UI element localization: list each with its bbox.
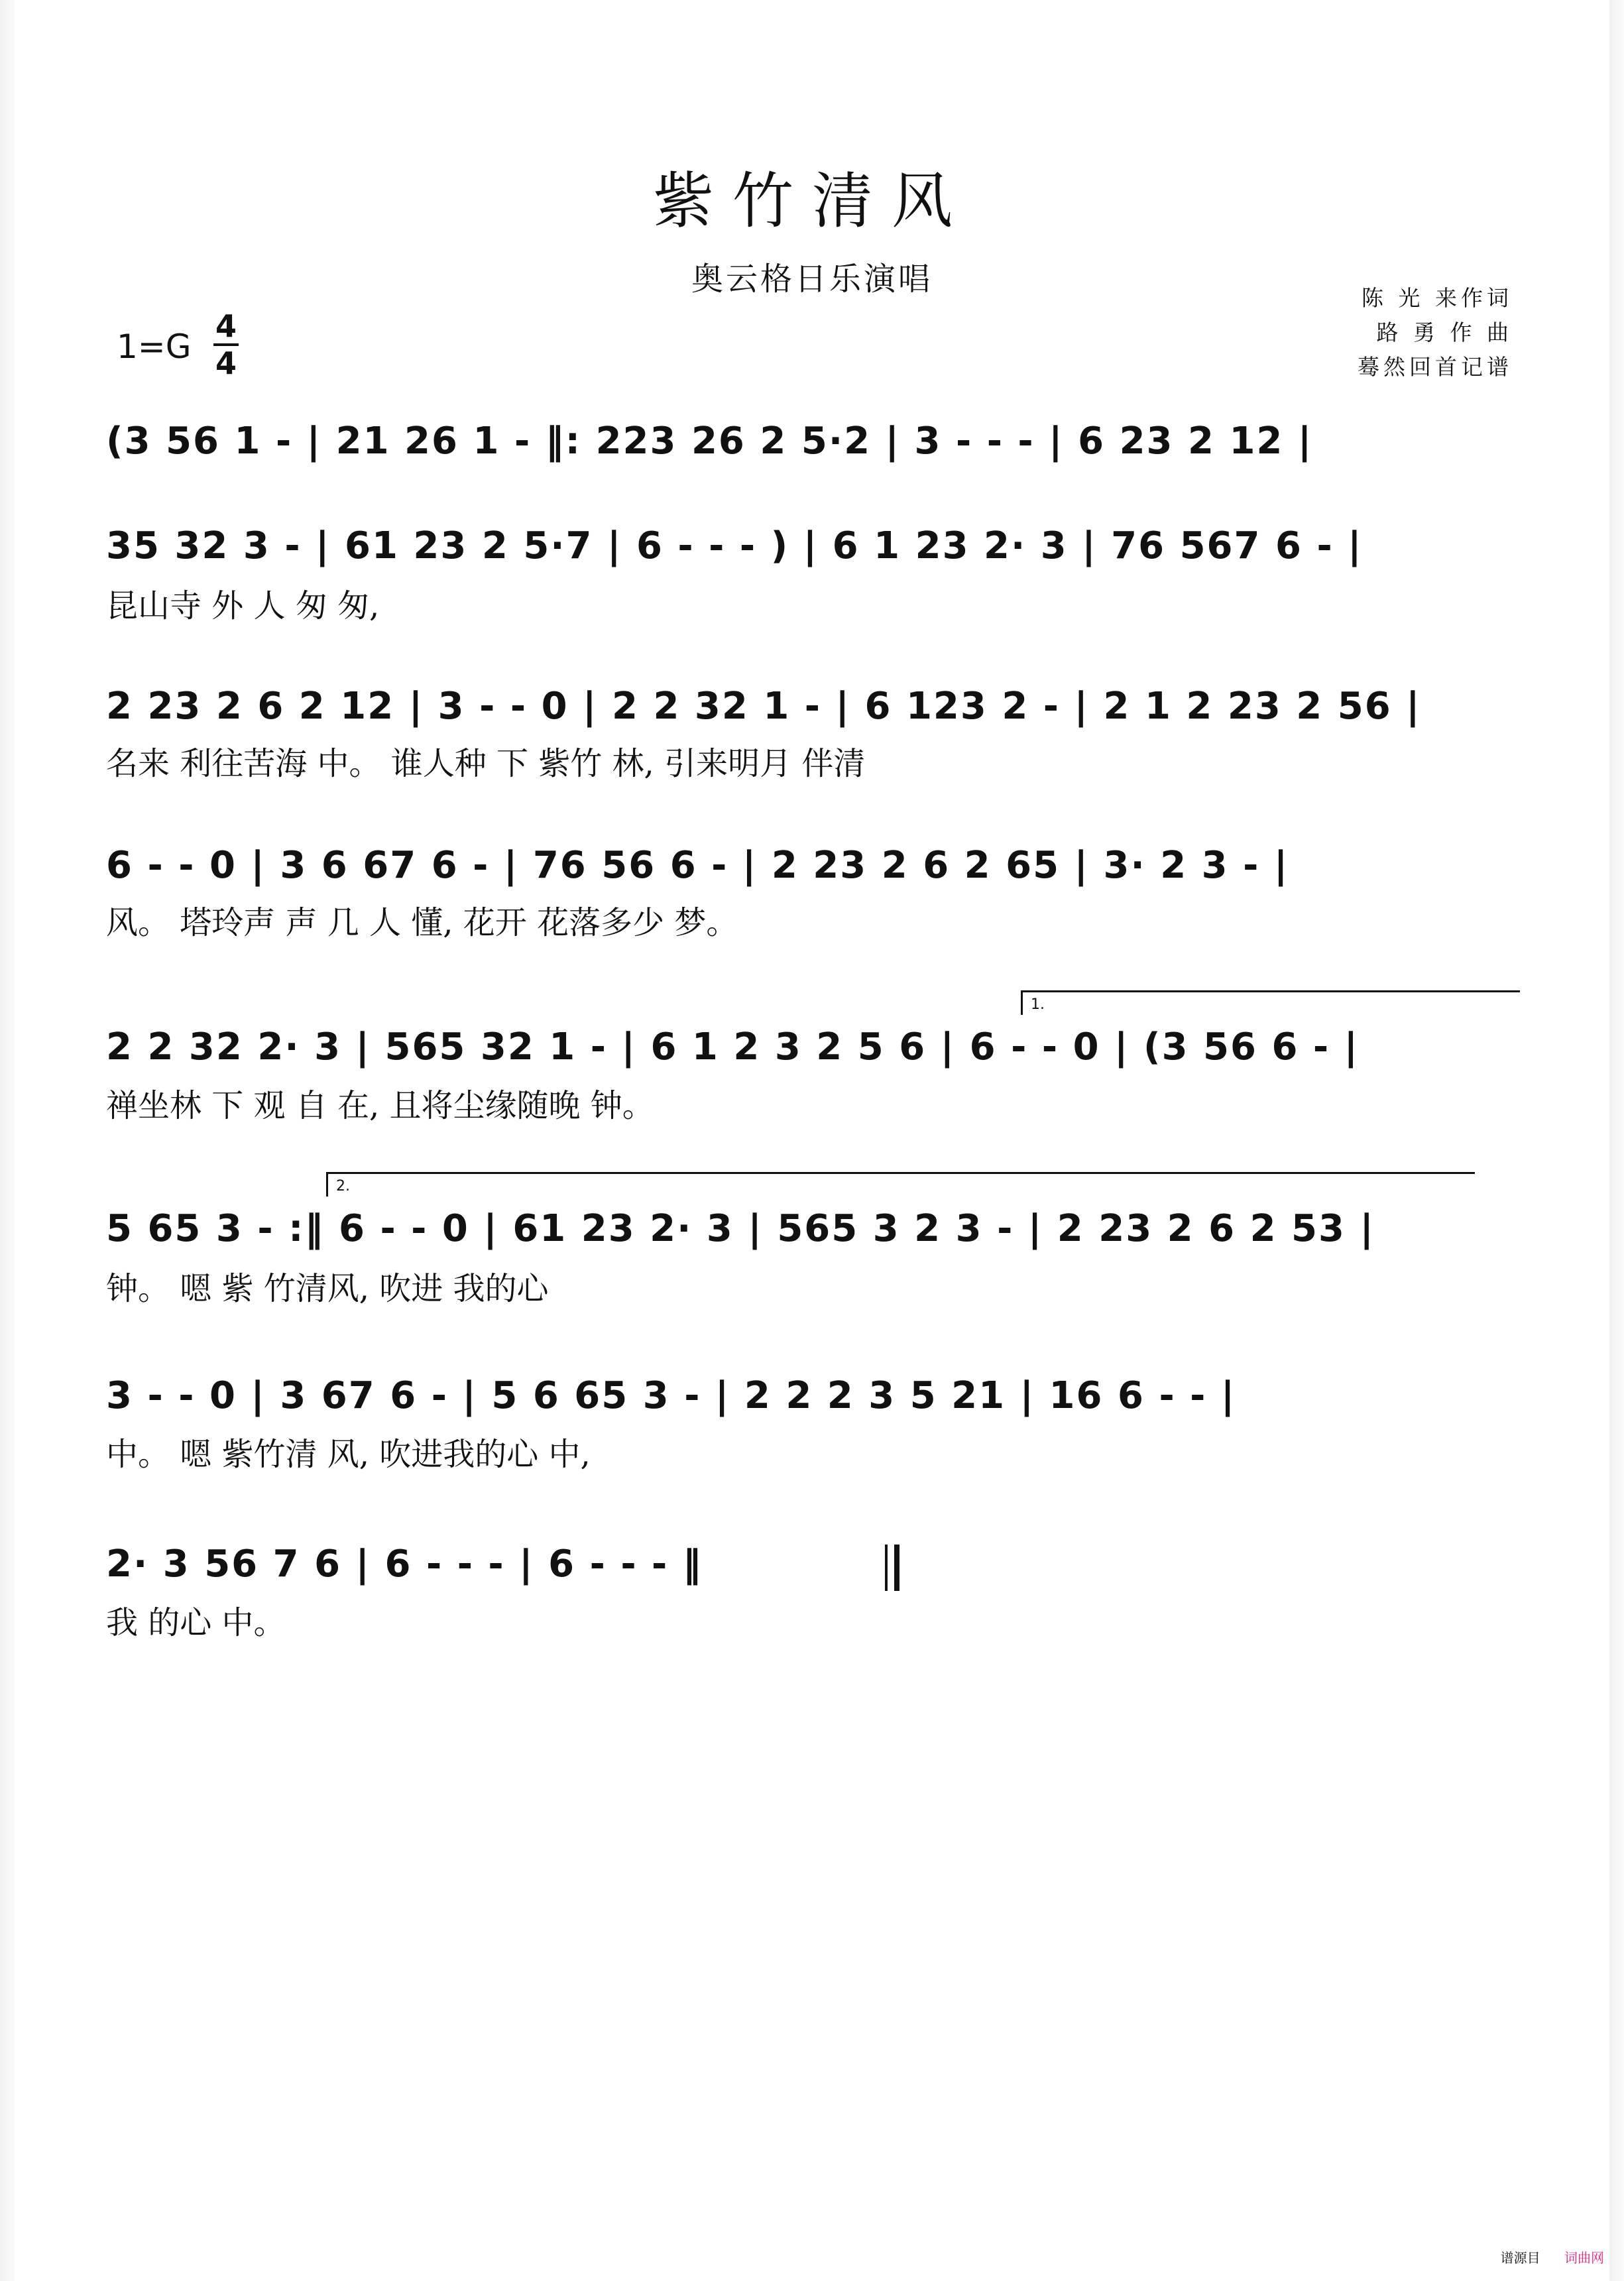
lyric-line-8: 我 的心 中。: [106, 1604, 286, 1641]
lyric-line-3: 名来 利往苦海 中。 谁人种 下 紫竹 林, 引来明月 伴清: [106, 745, 866, 782]
credits: [1358, 281, 1513, 384]
staff-line-5: 2 2 32 2· 3 | 565 32 1 - | 6 1 2 3 2 5 6 | 6 - - 0 | (3 56 6 - |: [106, 1025, 1360, 1069]
final-barline: [885, 1545, 899, 1591]
time-signature-top: 4: [215, 308, 237, 344]
page-left-edge: [0, 0, 15, 2281]
footer-watermark: [1481, 2247, 1604, 2266]
key-signature: 1=G: [117, 327, 192, 366]
lyric-line-2: 昆山寺 外 人 匆 匆,: [106, 587, 380, 624]
staff-line-6: 5 65 3 - :‖ 6 - - 0 | 61 23 2· 3 | 565 3 2 3 - | 2 23 2 6 2 53 |: [106, 1207, 1375, 1250]
song-title: 紫竹清风: [652, 166, 971, 237]
staff-line-8: 2· 3 56 7 6 | 6 - - - | 6 - - - ‖: [106, 1543, 703, 1586]
composer-credit: 路 勇 作 曲: [1376, 320, 1513, 345]
singer-line: 奥云格日乐演唱: [691, 261, 933, 298]
volta-first-ending: [1021, 990, 1520, 1015]
volta-second-ending: [326, 1172, 1475, 1197]
staff-line-7: 3 - - 0 | 3 67 6 - | 5 6 65 3 - | 2 2 2 3 5 21 | 16 6 - - |: [106, 1374, 1236, 1417]
volta-second-label: 2.: [336, 1178, 350, 1195]
page-right-edge: [1609, 0, 1624, 2281]
lyric-line-7: 中。 嗯 紫竹清 风, 吹进我的心 中,: [106, 1436, 591, 1473]
staff-line-4: 6 - - 0 | 3 6 67 6 - | 76 56 6 - | 2 23 2 6 2 65 | 3· 2 3 - |: [106, 844, 1289, 887]
footer-source: 谱源目: [1500, 2250, 1540, 2266]
staff-line-1: (3 56 1 - | 21 26 1 - ‖: 223 26 2 5·2 | 3 - - - | 6 23 2 12 |: [106, 420, 1313, 463]
staff-line-2: 35 32 3 - | 61 23 2 5·7 | 6 - - - ) | 6 1 23 2· 3 | 76 567 6 - |: [106, 524, 1363, 567]
time-signature-bottom: 4: [215, 345, 237, 381]
transcriber-credit: 蓦然回首记谱: [1358, 354, 1513, 380]
lyric-line-5: 禅坐林 下 观 自 在, 且将尘缘随晚 钟。: [106, 1087, 654, 1124]
time-signature: [212, 309, 240, 380]
lyric-line-4: 风。 塔玲声 声 几 人 懂, 花开 花落多少 梦。: [106, 904, 738, 941]
lyric-line-6: 钟。 嗯 紫 竹清风, 吹进 我的心: [106, 1270, 549, 1307]
lyricist-credit: 陈 光 来作词: [1362, 285, 1513, 311]
staff-line-3: 2 23 2 6 2 12 | 3 - - 0 | 2 2 32 1 - | 6 123 2 - | 2 1 2 23 2 56 |: [106, 685, 1421, 728]
volta-first-label: 1.: [1031, 996, 1045, 1013]
footer-brand: 词曲网: [1564, 2250, 1604, 2266]
